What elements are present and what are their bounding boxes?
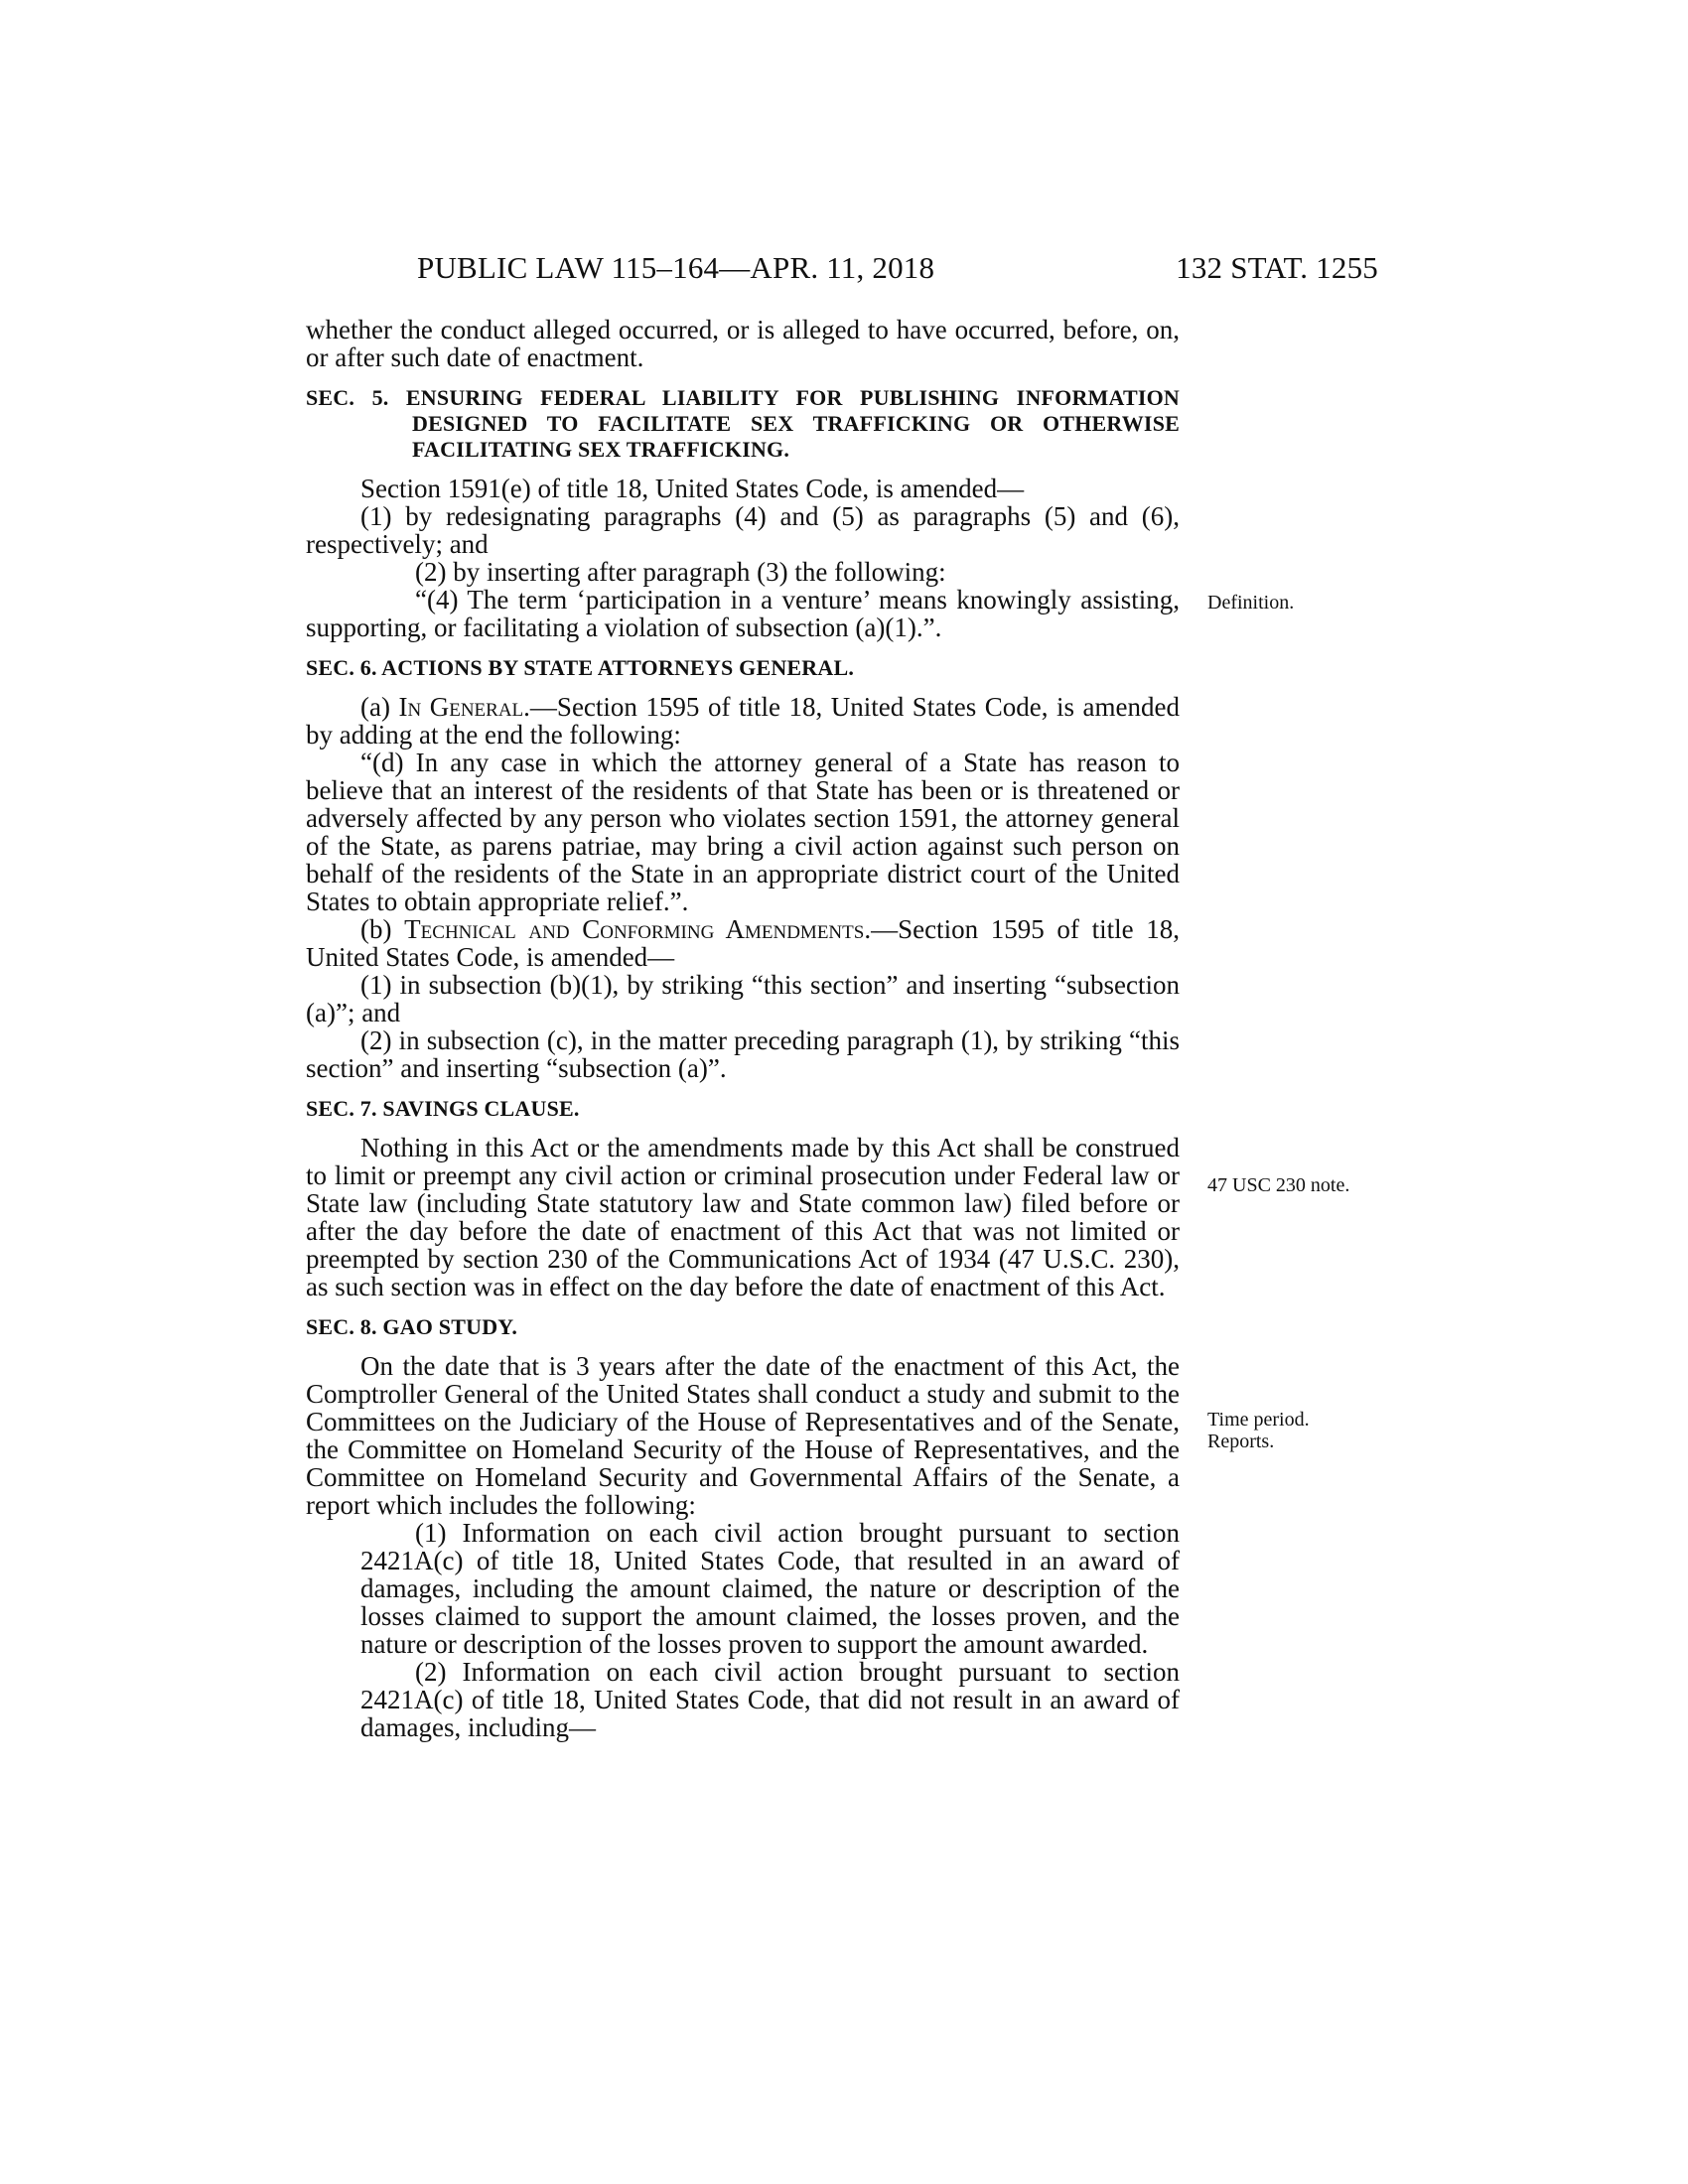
section-6-subsection-a — [306, 693, 1180, 749]
section-5-item-2: (2) by inserting after paragraph (3) the following: — [415, 557, 946, 587]
page-header — [306, 250, 1378, 290]
section-7-paragraph: Nothing in this Act or the amendments made by this Act shall be construed to limit or preempt any civil action or criminal prosecution under Federal law or State law (including State statutory law and State common law) filed before or after the day before the date of enactment of this Act that was not limited or preempted by section 230 of the Communications Act of 1934 (47 U.S.C. 230), as such section was in effect on the day before the date of enactment of this Act. — [306, 1133, 1180, 1301]
section-6-item-2 — [306, 1026, 1180, 1082]
section-6-item-1-text: (1) in subsection (b)(1), by striking “this section” and inserting “subsection (a)”; and — [306, 970, 1180, 1027]
section-8-item-1 — [306, 1519, 1180, 1658]
subsection-b-label: (b) — [360, 914, 405, 944]
margin-note-time-period: Time period. — [1207, 1409, 1310, 1431]
section-8-item-1-text: (1) Information on each civil action brought pursuant to section 2421A(c) of title 18, United States Code, that resulted in an award of damages, including the amount claimed, the nature or description of the losses claimed to support the amount claimed, the losses proven, and the nature or description of the losses proven to support the amount awarded. — [360, 1518, 1180, 1659]
subsection-b-caption: Technical and Conforming Amendments — [404, 914, 865, 944]
section-7-heading: SEC. 7. SAVINGS CLAUSE. — [306, 1096, 580, 1121]
section-8-item-2-text: (2) Information on each civil action brought pursuant to section 2421A(c) of title 18, United States Code, that did not result in an award of damages, including— — [360, 1657, 1180, 1742]
subsection-a-text: .—Section 1595 of title 18, United States Code, is amended by adding at the end the following: — [306, 692, 1181, 750]
section-5-paragraph: Section 1591(e) of title 18, United States Code, is amended— — [360, 474, 1025, 503]
section-8-paragraph: On the date that is 3 years after the date of the enactment of this Act, the Comptroller General of the United States shall conduct a study and submit to the Committees on the Judiciary of the House of Representatives and of the Senate, the Committee on Homeland Security of the House of Representatives, and the Committee on Homeland Security and Governmental Affairs of the Senate, a report which includes the following: — [306, 1351, 1180, 1520]
subsection-a-caption: In General — [398, 692, 524, 722]
continued-paragraph: whether the conduct alleged occurred, or is alleged to have occurred, before, on, or after such date of enactment. — [306, 315, 1180, 372]
section-6-subsection-b — [306, 915, 1180, 971]
section-8-item-2 — [306, 1658, 1180, 1741]
margin-note-reports: Reports. — [1207, 1431, 1275, 1452]
section-6-item-1 — [306, 971, 1180, 1026]
margin-note-usc: 47 USC 230 note. — [1207, 1174, 1350, 1196]
page-body — [306, 316, 1180, 1741]
section-5-heading: SEC. 5. ENSURING FEDERAL LIABILITY FOR PUBLISHING INFORMATION DESIGNED TO FACILITATE SEX TRAFFICKING OR OTHERWISE FACILITATING SEX TRAFFICKING. — [306, 385, 1180, 462]
page-header-title: PUBLIC LAW 115–164—APR. 11, 2018 — [417, 250, 935, 285]
section-5-definition-text: “(4) The term ‘participation in a venture’ means knowingly assisting, supporting, or facilitating a violation of subsection (a)(1).”. — [306, 585, 1180, 642]
section-6-heading: SEC. 6. ACTIONS BY STATE ATTORNEYS GENERAL. — [306, 655, 855, 680]
margin-note-definition: Definition. — [1207, 592, 1295, 614]
section-5-item-1 — [306, 502, 1180, 558]
section-5-item-1-text: (1) by redesignating paragraphs (4) and (5) as paragraphs (5) and (6), respectively; and — [306, 501, 1180, 559]
section-6-item-2-text: (2) in subsection (c), in the matter preceding paragraph (1), by striking “this section” and inserting “subsection (a)”. — [306, 1025, 1180, 1083]
subsection-b-text: .—Section 1595 of title 18, United States Code, is amended— — [306, 914, 1180, 972]
subsection-a-label: (a) — [360, 692, 399, 722]
statute-page-number: 132 STAT. 1255 — [1176, 250, 1378, 285]
section-8-heading: SEC. 8. GAO STUDY. — [306, 1314, 518, 1339]
section-6-subsection-d-quote: “(d) In any case in which the attorney general of a State has reason to believe that an interest of the residents of that State has been or is threatened or adversely affected by any person who violates section 1591, the attorney general of the State, as parens patriae, may bring a civil action against such person on behalf of the residents of the State in an appropriate district court of the United States to obtain appropriate relief.”. — [306, 748, 1180, 916]
